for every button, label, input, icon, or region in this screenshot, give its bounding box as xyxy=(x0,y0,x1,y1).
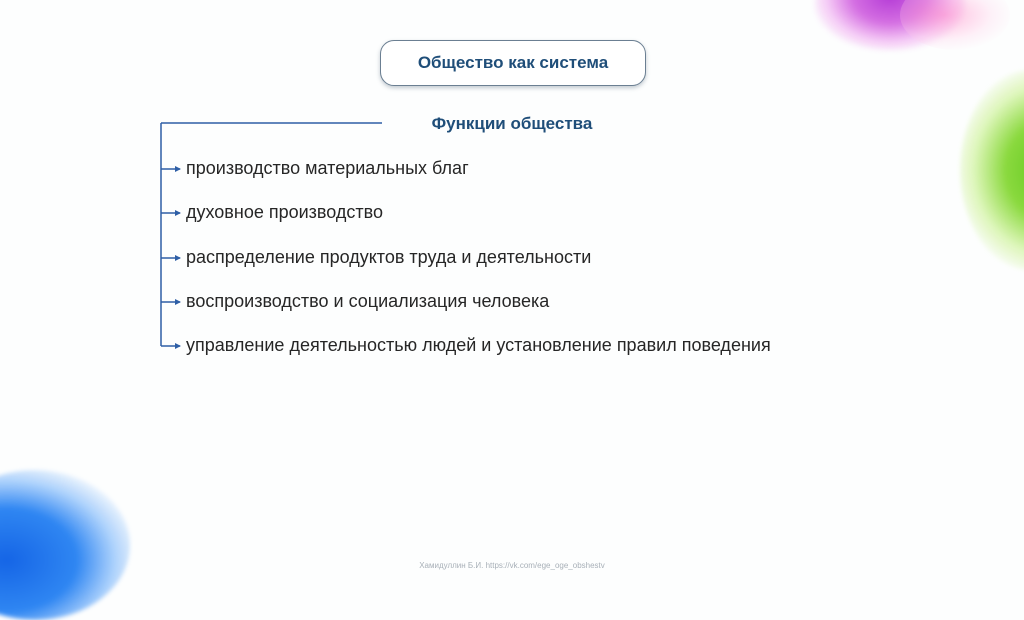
slide-title: Общество как система xyxy=(380,40,646,86)
footer-credit: Хамидуллин Б.И. https://vk.com/ege_oge_obshestv xyxy=(419,561,605,570)
function-item: производство материальных благ xyxy=(186,158,469,178)
function-item: духовное производство xyxy=(186,202,384,222)
function-item: управление деятельностью людей и установление правил поведения xyxy=(186,335,771,355)
slide-subtitle: Функции общества xyxy=(431,114,593,133)
function-item: распределение продуктов труда и деятельности xyxy=(186,247,592,267)
function-item: воспроизводство и социализация человека xyxy=(186,291,550,311)
